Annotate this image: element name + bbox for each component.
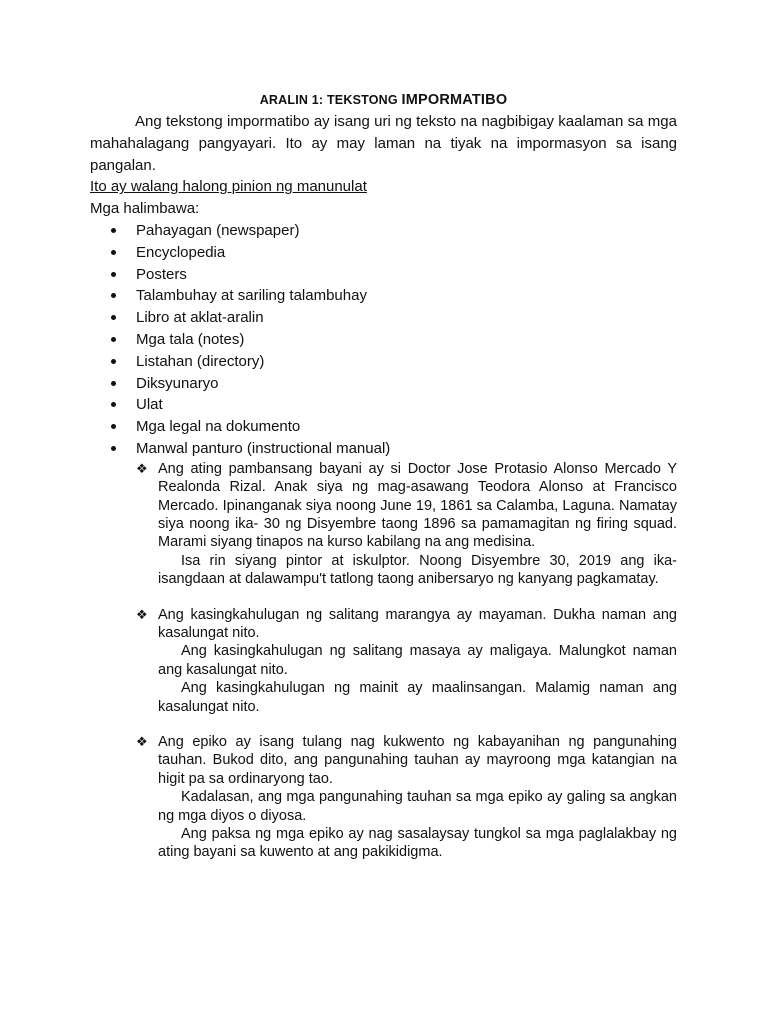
list-item <box>136 307 677 329</box>
list-item <box>136 373 677 395</box>
list-item <box>136 242 677 264</box>
list-item <box>136 416 677 438</box>
intro-paragraph: Ang tekstong impormatibo ay isang uri ng teksto na nagbibigay kaalaman sa mga mahahalagang pangyayari. Ito ay may laman na tiyak na impormasyon sa isang pangalan. <box>90 113 677 174</box>
example-paragraph: Ang paksa ng mga epiko ay nag sasalaysay tungkol sa mga paglalakbay ng ating bayani sa kuwento at ang pakikidigma. <box>158 826 677 861</box>
bullet-icon <box>111 402 116 407</box>
example-text-rizal <box>136 460 677 589</box>
example-paragraph: Ang kasingkahulugan ng salitang masaya ay maligaya. Malungkot naman ang kasalungat nito. <box>158 643 677 678</box>
diamond-bullet-icon: ❖ <box>136 734 148 750</box>
list-item-text: Listahan (directory) <box>136 352 265 370</box>
bullet-icon <box>111 315 116 320</box>
bullet-icon <box>111 337 116 342</box>
example-paragraph: Ang ating pambansang bayani ay si Doctor Jose Protasio Alonso Mercado Y Realonda Rizal. Anak siya ng mag-asawang Teodora Alonso at Francisco Mercado. Ipinanganak siya noong June 19, 1861 sa Calamba, Laguna. Namatay siya noong ika- 30 ng Disyembre taong 1896 sa pamamagitan ng firing squad. Marami siyang tinapos na kurso kabilang na ang medisina. <box>158 460 677 551</box>
bullet-icon <box>111 272 116 277</box>
examples-list <box>90 220 677 460</box>
list-item <box>136 351 677 373</box>
example-paragraph: Kadalasan, ang mga pangunahing tauhan sa mga epiko ay galing sa angkan ng mga diyos o diyosa. <box>158 789 677 824</box>
list-item-text: Pahayagan (newspaper) <box>136 221 300 239</box>
list-item <box>136 220 677 242</box>
lesson-title <box>90 89 677 111</box>
list-item-text: Posters <box>136 265 187 283</box>
spacer <box>158 716 677 733</box>
list-item <box>136 264 677 286</box>
bullet-icon <box>111 250 116 255</box>
diamond-bullet-icon: ❖ <box>136 606 148 622</box>
list-item <box>136 438 677 460</box>
list-item-text: Libro at aklat-aralin <box>136 309 264 327</box>
list-item-text: Mga tala (notes) <box>136 330 245 348</box>
bullet-icon <box>111 424 116 429</box>
list-item-text: Ulat <box>136 396 163 414</box>
example-paragraph: Ang kasingkahulugan ng salitang marangya ay mayaman. Dukha naman ang kasalungat nito. <box>158 606 677 641</box>
bullet-icon <box>111 293 116 298</box>
example-text-epiko <box>136 733 677 862</box>
example-paragraph: Isa rin siyang pintor at iskulptor. Noong Disyembre 30, 2019 ang ika-isangdaan at dalawampu't tatlong taong anibersaryo ng kanyang pagkamatay. <box>158 552 677 588</box>
example-texts <box>90 460 677 862</box>
example-paragraph: Ang kasingkahulugan ng mainit ay maalinsangan. Malamig naman ang kasalungat nito. <box>158 680 677 715</box>
example-text-synonyms <box>136 606 677 716</box>
list-item <box>136 394 677 416</box>
bullet-icon <box>111 381 116 386</box>
spacer <box>158 589 677 606</box>
example-paragraph: Ang epiko ay isang tulang nag kukwento ng kabayanihan ng pangunahing tauhan. Bukod dito, ang pangunahing tauhan ay mayroong mga katangian na higit pa sa ordinaryong tao. <box>158 734 677 787</box>
list-item-text: Manwal panturo (instructional manual) <box>136 439 391 457</box>
examples-label: Mga halimbawa: <box>90 200 200 218</box>
list-item-text: Diksyunaryo <box>136 374 219 392</box>
lesson-title-prefix: ARALIN 1: TEKSTONG <box>259 93 402 107</box>
bullet-icon <box>111 446 116 451</box>
list-item <box>136 329 677 351</box>
list-item-text: Mga legal na dokumento <box>136 418 301 436</box>
list-item-text: Encyclopedia <box>136 243 226 261</box>
no-opinion-note: Ito ay walang halong pinion ng manunulat <box>90 178 367 196</box>
diamond-bullet-icon: ❖ <box>136 460 148 476</box>
list-item-text: Talambuhay at sariling talambuhay <box>136 287 367 305</box>
bullet-icon <box>111 228 116 233</box>
lesson-title-topic: IMPORMATIBO <box>401 92 508 108</box>
bullet-icon <box>111 359 116 364</box>
list-item <box>136 285 677 307</box>
